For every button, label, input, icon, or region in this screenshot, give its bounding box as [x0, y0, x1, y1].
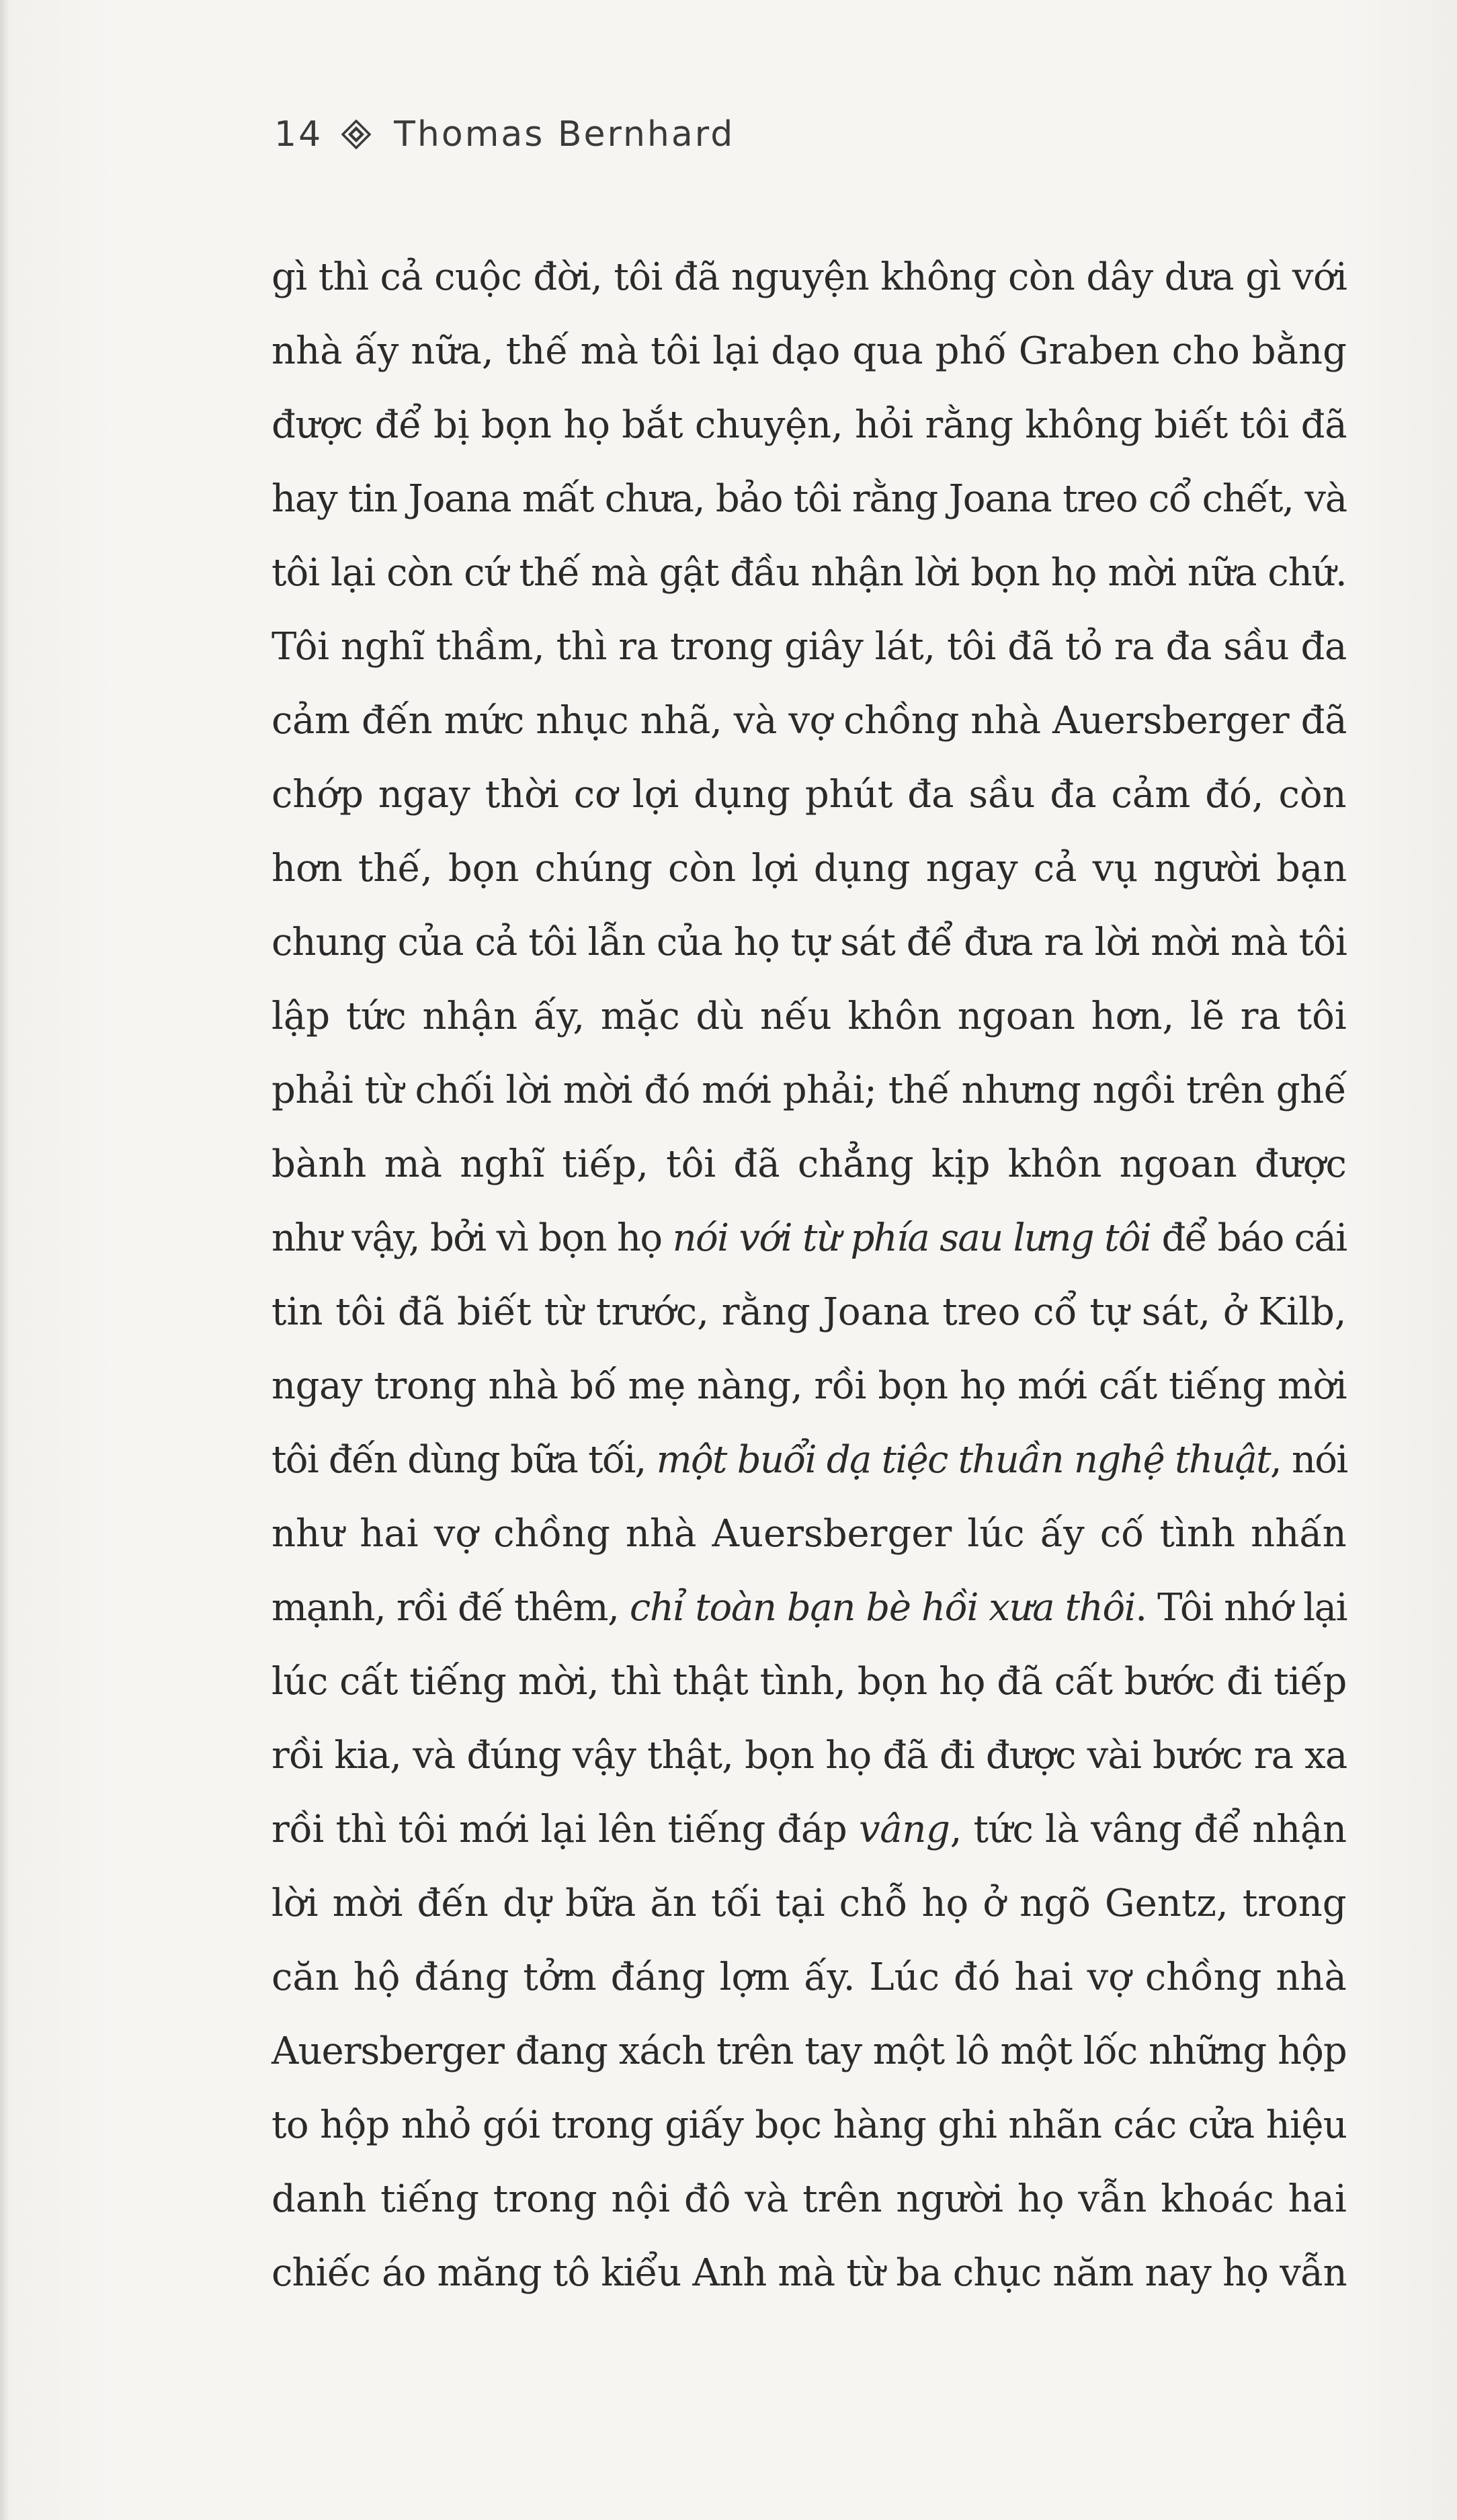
text-span: căn hộ đáng tởm đáng lợm ấy. Lúc đó hai vợ chồng nhà — [272, 1956, 1347, 1999]
text-span: nhà ấy nữa, thế mà tôi lại dạo qua phố Graben cho bằng — [272, 329, 1347, 373]
text-line — [272, 1423, 1347, 1497]
text-span: rồi kia, và đúng vậy thật, bọn họ đã đi được vài bước ra xa — [272, 1734, 1347, 1777]
text-line — [272, 1275, 1347, 1349]
text-span: hơn thế, bọn chúng còn lợi dụng ngay cả vụ người bạn — [272, 847, 1347, 890]
running-header — [274, 108, 735, 161]
text-line — [272, 1497, 1347, 1571]
author-name: Thomas Bernhard — [394, 114, 735, 155]
italic-text: một buổi dạ tiệc thuần nghệ thuật — [656, 1438, 1270, 1482]
text-span: , nói — [1269, 1438, 1347, 1482]
text-line — [272, 980, 1347, 1054]
text-span: chiếc áo măng tô kiểu Anh mà từ ba chục năm nay họ vẫn — [272, 2251, 1347, 2295]
text-span: bành mà nghĩ tiếp, tôi đã chẳng kịp khôn ngoan được — [272, 1142, 1347, 1186]
text-line — [272, 2089, 1347, 2162]
text-line — [272, 1867, 1347, 1941]
text-span: phải từ chối lời mời đó mới phải; thế nhưng ngồi trên ghế — [272, 1068, 1347, 1112]
text-span: chung của cả tôi lẫn của họ tự sát để đưa ra lời mời mà tôi — [272, 921, 1347, 964]
text-span: tin tôi đã biết từ trước, rằng Joana treo cổ tự sát, ở Kilb, — [272, 1290, 1347, 1334]
text-line — [272, 1128, 1347, 1202]
text-line — [272, 1719, 1347, 1793]
text-span: cảm đến mức nhục nhã, và vợ chồng nhà Auersberger đã — [272, 699, 1347, 743]
text-line — [272, 388, 1347, 462]
text-line — [272, 1571, 1347, 1645]
text-span: gì thì cả cuộc đời, tôi đã nguyện không còn dây dưa gì với — [272, 255, 1347, 299]
text-span: chớp ngay thời cơ lợi dụng phút đa sầu đa cảm đó, còn — [272, 773, 1347, 816]
italic-text: chỉ toàn bạn bè hồi xưa thôi — [629, 1586, 1136, 1630]
text-line — [272, 1054, 1347, 1128]
text-span: Tôi nghĩ thầm, thì ra trong giây lát, tôi đã tỏ ra đa sầu đa — [272, 625, 1347, 669]
diamond-ornament-icon — [341, 120, 371, 149]
text-span: lập tức nhận ấy, mặc dù nếu khôn ngoan hơn, lẽ ra tôi — [272, 995, 1347, 1038]
body-text — [272, 241, 1347, 2310]
text-span: mạnh, rồi đế thêm, — [272, 1586, 630, 1630]
text-span: hay tin Joana mất chưa, bảo tôi rằng Joana treo cổ chết, và — [272, 477, 1347, 521]
page-number: 14 — [274, 114, 323, 155]
text-line — [272, 1349, 1347, 1423]
text-span: Auersberger đang xách trên tay một lô một lốc những hộp — [272, 2029, 1347, 2073]
text-span: tôi đến dùng bữa tối, — [272, 1438, 657, 1482]
text-line — [272, 2015, 1347, 2089]
text-line — [272, 2236, 1347, 2310]
text-span: lời mời đến dự bữa ăn tối tại chỗ họ ở ngõ Gentz, trong — [272, 1882, 1347, 1925]
italic-text: nói với từ phía sau lưng tôi — [672, 1216, 1151, 1260]
text-span: tôi lại còn cứ thế mà gật đầu nhận lời bọn họ mời nữa chứ. — [272, 551, 1347, 595]
text-span: ngay trong nhà bố mẹ nàng, rồi bọn họ mới cất tiếng mời — [272, 1364, 1347, 1408]
text-span: như vậy, bởi vì bọn họ — [272, 1216, 673, 1260]
italic-text: vâng — [858, 1808, 950, 1851]
text-line — [272, 684, 1347, 758]
text-line — [272, 610, 1347, 684]
text-line — [272, 1793, 1347, 1867]
text-span: được để bị bọn họ bắt chuyện, hỏi rằng không biết tôi đã — [272, 403, 1347, 447]
text-span: lúc cất tiếng mời, thì thật tình, bọn họ đã cất bước đi tiếp — [272, 1660, 1347, 1704]
text-span: rồi thì tôi mới lại lên tiếng đáp — [272, 1808, 859, 1851]
text-span: danh tiếng trong nội đô và trên người họ vẫn khoác hai — [272, 2177, 1347, 2221]
text-line — [272, 462, 1347, 536]
text-line — [272, 241, 1347, 314]
text-line — [272, 906, 1347, 980]
text-line — [272, 1645, 1347, 1719]
text-span: để báo cái — [1151, 1216, 1347, 1260]
text-line — [272, 832, 1347, 906]
text-line — [272, 1202, 1347, 1275]
text-line — [272, 758, 1347, 832]
text-span: , tức là vâng để nhận — [950, 1808, 1347, 1851]
text-line — [272, 1941, 1347, 2015]
text-line — [272, 314, 1347, 388]
text-line — [272, 2162, 1347, 2236]
text-span: như hai vợ chồng nhà Auersberger lúc ấy cố tình nhấn — [272, 1512, 1347, 1556]
text-span: to hộp nhỏ gói trong giấy bọc hàng ghi nhãn các cửa hiệu — [272, 2103, 1347, 2147]
text-line — [272, 536, 1347, 610]
page-edge-shadow — [0, 0, 9, 2520]
text-span: . Tôi nhớ lại — [1135, 1586, 1347, 1630]
